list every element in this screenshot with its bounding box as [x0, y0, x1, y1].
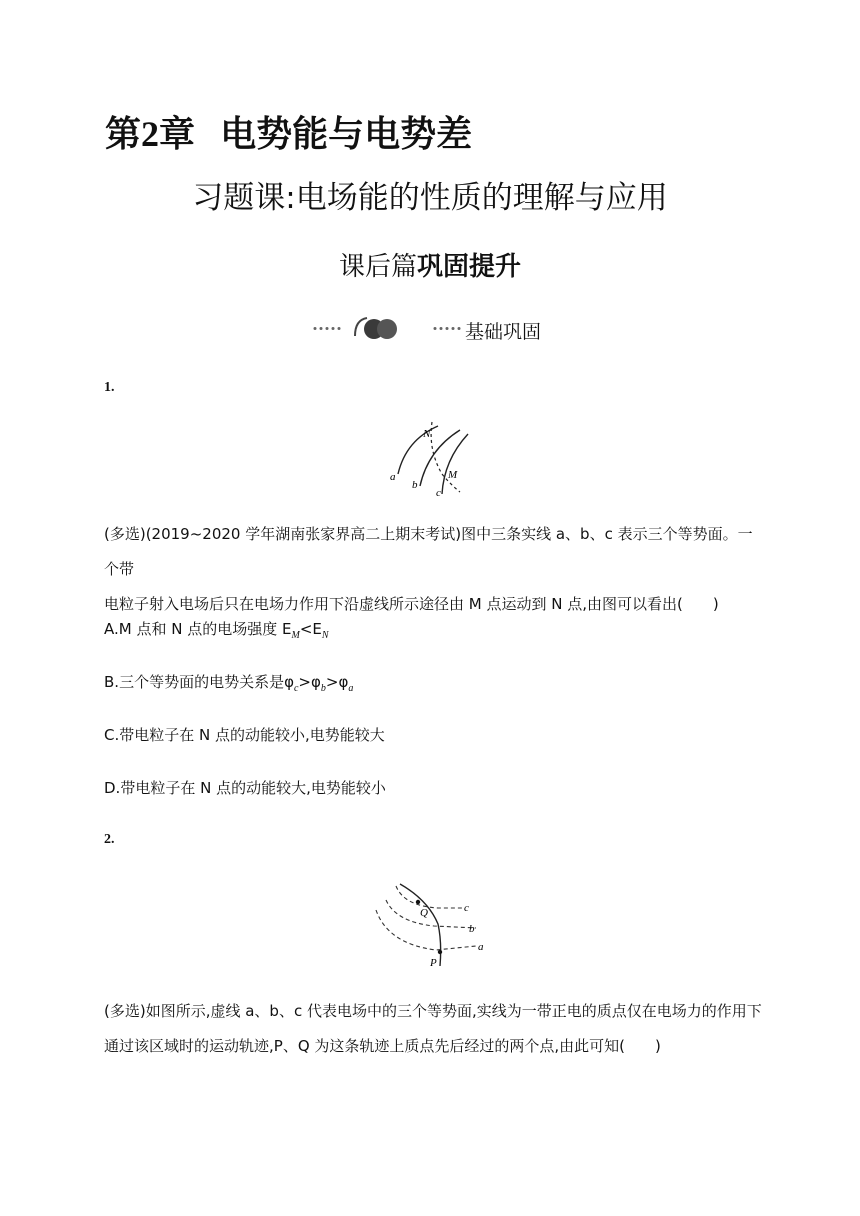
label-c: c [464, 902, 469, 914]
label-Q: Q [420, 907, 428, 919]
option-text-mid2: >φ [325, 673, 349, 691]
section-heading [0, 246, 860, 283]
question-2-figure [372, 880, 492, 972]
question-2-number: 2. [104, 832, 115, 847]
point-Q [416, 900, 420, 904]
section-bold: 巩固提升 [417, 252, 522, 282]
option-letter: D. [104, 779, 121, 797]
label-b: b [469, 923, 475, 935]
dotted-line-left [313, 327, 345, 330]
option-text: M 点和 N 点的电场强度 E [118, 620, 292, 638]
equipotential-c [442, 434, 468, 494]
badge-icon [351, 314, 399, 344]
option-text: 三个等势面的电势关系是φ [119, 673, 294, 691]
question-2-stem [104, 994, 764, 1064]
label-a: a [478, 941, 484, 953]
question-1-option-b [104, 671, 353, 694]
equipotential-b [386, 900, 476, 928]
label-M: M [448, 469, 458, 481]
chapter-title: 电势能与电势差 [220, 114, 473, 155]
equipotential-c [396, 886, 462, 908]
subscript: b [320, 683, 326, 694]
subscript: N [321, 630, 329, 641]
option-text-mid: <E [299, 620, 322, 638]
lesson-subtitle: 习题课:电场能的性质的理解与应用 [192, 180, 668, 216]
chapter-prefix: 第 [105, 114, 142, 155]
chapter-number: 2 [141, 114, 160, 154]
label-c: c [436, 487, 441, 499]
dotted-line-right [433, 327, 465, 330]
section-banner [313, 314, 553, 344]
subscript: c [293, 683, 299, 694]
question-1-stem-line-2: 电粒子射入电场后只在电场力作用下沿虚线所示途径由 M 点运动到 N 点,由图可以看出( ) [104, 595, 719, 613]
question-2-stem-line-2: 通过该区域时的运动轨迹,P、Q 为这条轨迹上质点先后经过的两个点,由此可知( ) [104, 1037, 661, 1055]
question-1-figure [384, 420, 474, 500]
option-text: 带电粒子在 N 点的动能较大,电势能较小 [120, 779, 386, 797]
label-N: N [423, 428, 431, 440]
particle-trajectory [400, 884, 441, 966]
question-1-option-a [104, 618, 329, 641]
point-P [438, 950, 442, 954]
banner-label: 基础巩固 [465, 321, 542, 343]
option-text-mid: >φ [298, 673, 321, 691]
question-1-number: 1. [104, 380, 115, 395]
label-P: P [430, 957, 437, 969]
chapter-heading [105, 106, 472, 157]
option-letter: B. [104, 673, 120, 691]
question-1-stem [104, 517, 764, 622]
question-1-option-d [104, 777, 386, 798]
question-1-option-c [104, 724, 385, 745]
section-prefix: 课后篇 [338, 252, 417, 282]
label-a: a [390, 471, 396, 483]
option-letter: A. [104, 620, 119, 638]
chapter-suffix: 章 [159, 114, 196, 155]
option-text: 带电粒子在 N 点的动能较小,电势能较大 [119, 726, 385, 744]
option-letter: C. [104, 726, 120, 744]
subscript: a [348, 683, 354, 694]
label-b: b [412, 479, 418, 491]
question-2-stem-line-1: (多选)如图所示,虚线 a、b、c 代表电场中的三个等势面,实线为一带正电的质点仅在电场力的作用下 [104, 1002, 762, 1020]
equipotential-a [398, 426, 438, 474]
subscript: M [291, 630, 300, 641]
question-1-stem-line-1: (多选)(2019~2020 学年湖南张家界高二上期末考试)图中三条实线 a、b、c 表示三个等势面。一个带 [104, 525, 753, 578]
